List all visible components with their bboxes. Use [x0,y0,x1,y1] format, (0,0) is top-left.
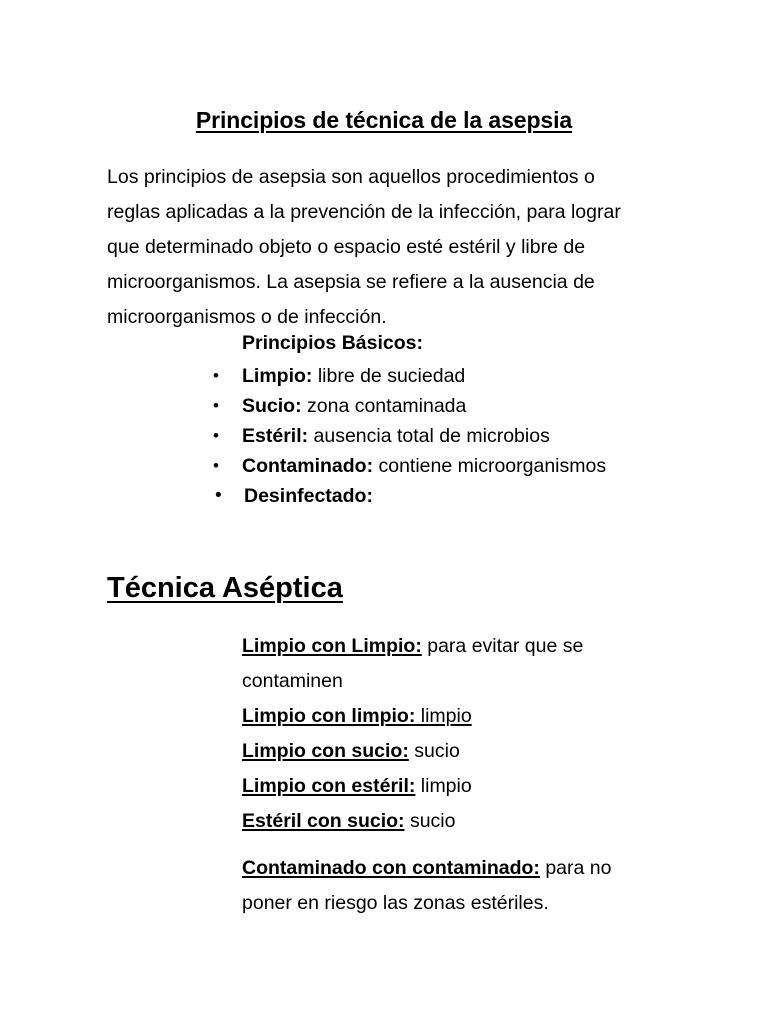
list-item-term: Contaminado: [242,455,374,477]
list-item-definition: ausencia total de microbios [308,425,550,447]
intro-paragraph: Los principios de asepsia son aquellos procedimientos o reglas aplicadas a la prevención de la infección, para lograr que determinado objeto o espacio esté estéril y libre de microorganismos. La asepsia se refiere a la ausencia de microorganismos o de infección. [107,165,621,328]
list-item-definition: libre de suciedad [312,365,466,387]
tecnica-line [242,629,662,699]
tecnica-closing-label: Contaminado con contaminado: [242,856,540,879]
bullet-icon: • [213,396,219,415]
tecnica-line [242,734,662,769]
tecnica-closing-value: para no poner en riesgo las zonas estériles. [242,856,612,914]
list-item-definition: contiene microorganismos [373,455,607,477]
section-heading-text: Técnica Aséptica [107,572,343,605]
list-item [213,451,606,481]
list-item-term: Desinfectado: [244,485,373,507]
tecnica-line-label: Limpio con limpio: [242,705,416,727]
tecnica-line-value: limpio [415,775,472,797]
list-item-term: Estéril: [242,425,309,447]
principios-basicos-list [213,361,606,511]
page-title-text: Principios de técnica de la asepsia [195,107,573,134]
tecnica-line-label: Limpio con Limpio: [242,635,422,657]
list-item [213,481,606,511]
tecnica-line-value: limpio [415,705,472,727]
list-item [213,421,606,451]
list-item [213,391,606,421]
tecnica-line-value: para evitar que se contaminen [242,635,584,692]
page-title [0,107,768,134]
tecnica-line-value: sucio [408,740,460,762]
list-item [213,361,606,391]
bullet-icon: • [215,485,222,506]
tecnica-closing-paragraph [242,851,652,921]
tecnica-line [242,804,662,839]
section-heading-tecnica-aseptica [107,572,343,605]
tecnica-line-label: Limpio con sucio: [242,740,409,762]
principios-basicos-heading: Principios Básicos: [242,332,423,354]
tecnica-aseptica-lines [242,629,662,839]
list-item-definition: zona contaminada [301,395,467,417]
tecnica-line-value: sucio [404,810,456,832]
tecnica-line [242,699,662,734]
tecnica-line-label: Limpio con estéril: [242,775,416,797]
bullet-icon: • [213,456,219,475]
bullet-icon: • [213,366,219,385]
list-item-term: Sucio: [242,395,302,417]
list-item-term: Limpio: [242,365,313,387]
bullet-icon: • [213,426,219,445]
tecnica-line [242,769,662,804]
tecnica-line-label: Estéril con sucio: [242,810,405,832]
